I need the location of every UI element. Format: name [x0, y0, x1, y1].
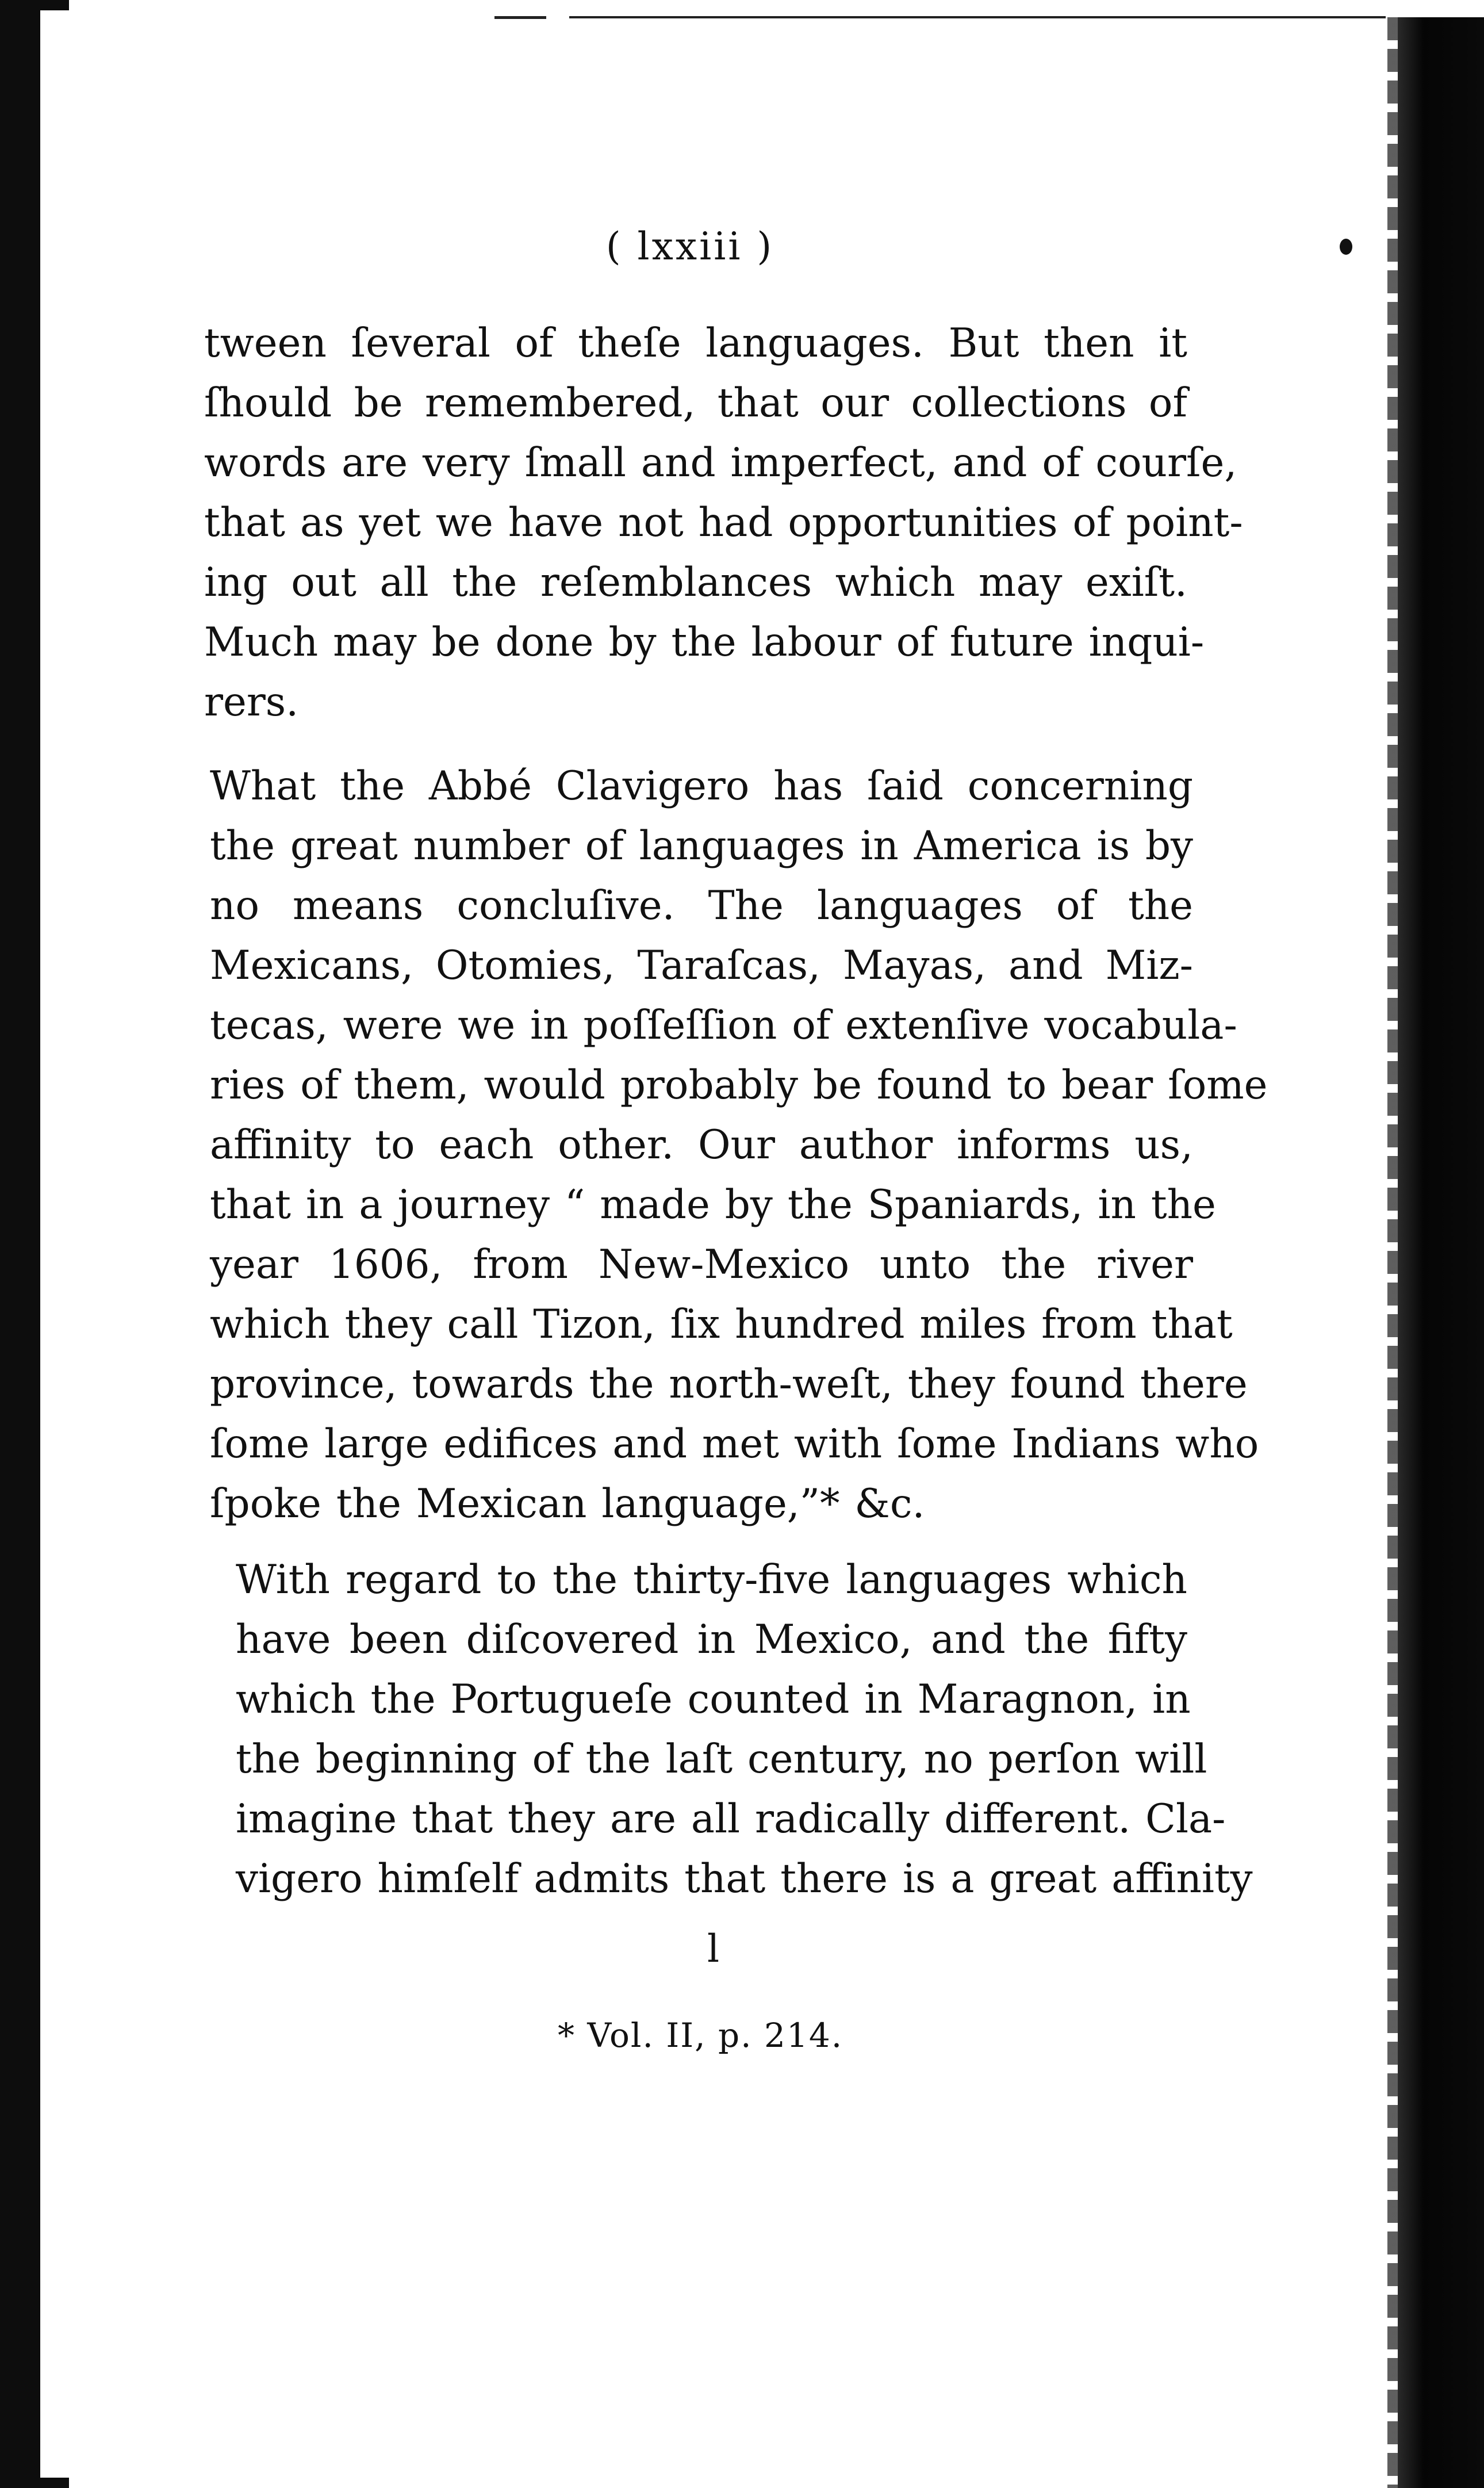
left-binding-cap-top	[0, 0, 69, 10]
right-page-edge-texture	[1387, 17, 1398, 2488]
paragraph-1	[204, 313, 1243, 732]
top-rule-segment	[494, 16, 546, 19]
page-number-header: ( lxxiii )	[605, 224, 774, 269]
text-line: which the Portugueſe counted in Maragnon, in	[236, 1676, 1191, 1723]
paragraph-2	[210, 756, 1268, 1534]
text-line: tecas, were we in poſſeſſion of extenſive vocabula-	[210, 1002, 1237, 1048]
text-line: rers.	[204, 679, 299, 725]
text-line: tween ſeveral of theſe languages. But then it	[204, 320, 1187, 366]
text-line: which they call Tizon, ſix hundred miles from that	[210, 1302, 1233, 1348]
text-line: words are very ſmall and imperfect, and of courſe,	[204, 440, 1237, 486]
catchword: l	[707, 1927, 720, 1971]
text-line: that as yet we have not had opportunities of point-	[204, 500, 1243, 546]
text-line: vigero himſelf admits that there is a great affinity	[236, 1856, 1253, 1902]
paragraph-3	[236, 1550, 1253, 1909]
top-rule-line	[569, 16, 1386, 18]
right-binding-edge	[1398, 17, 1484, 2488]
text-line: Much may be done by the labour of future inqui-	[204, 619, 1205, 665]
ink-spot	[1340, 239, 1352, 255]
text-line: the beginning of the laſt century, no perſon will	[236, 1736, 1207, 1782]
text-line: province, towards the north-weſt, they found there	[210, 1361, 1248, 1407]
text-line: ries of them, would probably be found to bear ſome	[210, 1062, 1268, 1108]
left-binding-edge	[0, 0, 40, 2488]
text-line: year 1606, from New-Mexico unto the river	[210, 1242, 1193, 1288]
text-line: the great number of languages in America is by	[210, 823, 1193, 869]
footnote: * Vol. II, p. 214.	[558, 2016, 843, 2055]
text-line: ſome large edifices and met with ſome Indians who	[210, 1421, 1259, 1467]
left-binding-cap-bottom	[0, 2478, 69, 2488]
text-line: that in a journey “ made by the Spaniards, in the	[210, 1182, 1216, 1228]
text-line: ing out all the reſemblances which may exiſt.	[204, 560, 1187, 606]
text-line: imagine that they are all radically different. Cla-	[236, 1796, 1226, 1842]
text-line: With regard to the thirty-five languages which	[236, 1557, 1187, 1603]
text-line: Mexicans, Otomies, Taraſcas, Mayas, and Miz-	[210, 943, 1193, 989]
text-line: have been diſcovered in Mexico, and the fifty	[236, 1617, 1187, 1663]
text-line: What the Abbé Clavigero has ſaid concerning	[210, 763, 1193, 809]
text-line: affinity to each other. Our author informs us,	[210, 1122, 1193, 1168]
text-line: ſpoke the Mexican language,”* &c.	[210, 1481, 925, 1527]
text-line: ſhould be remembered, that our collections of	[204, 380, 1187, 426]
text-line: no means concluſive. The languages of the	[210, 883, 1193, 929]
